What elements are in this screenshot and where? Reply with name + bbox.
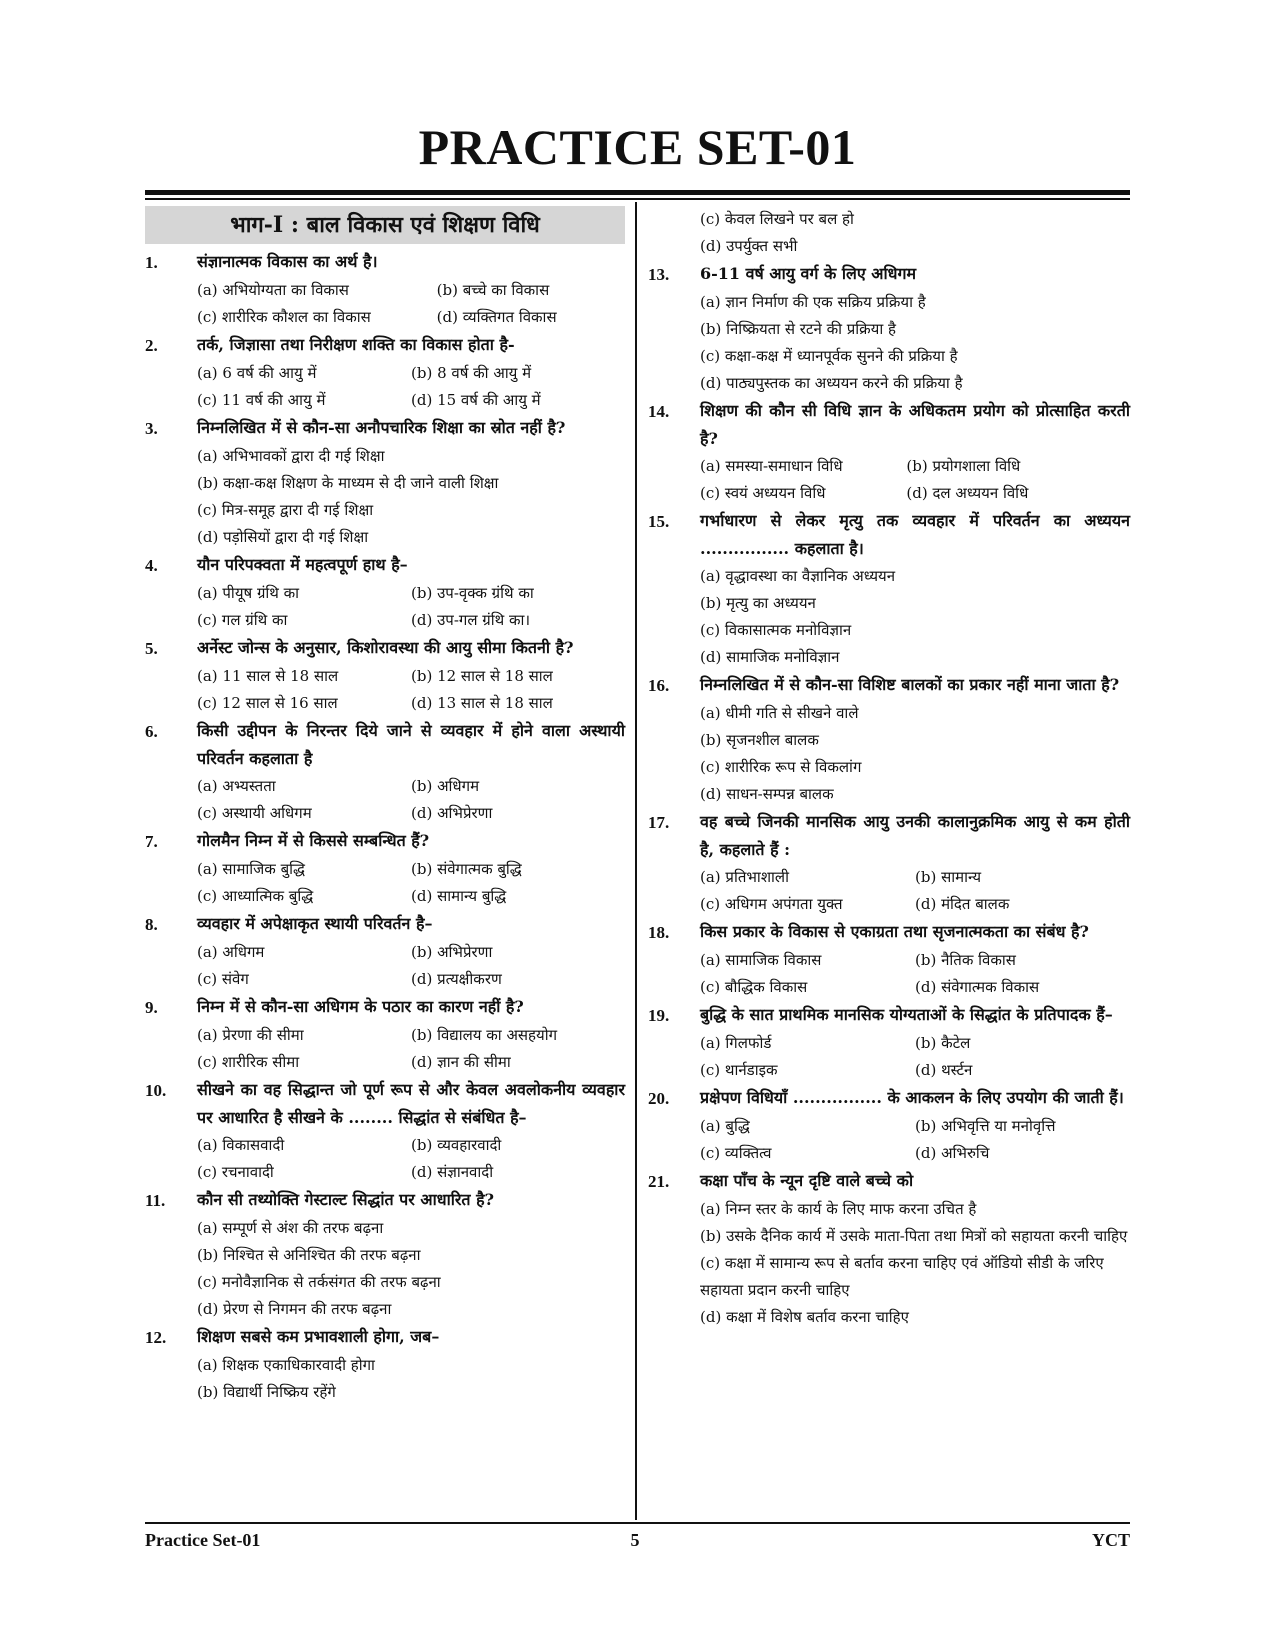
option: (b) प्रयोगशाला विधि	[906, 457, 1021, 475]
option: (d) अभिरुचि	[915, 1144, 990, 1162]
option: (b) सामान्य	[915, 868, 982, 886]
option: (d) प्रेरण से निगमन की तरफ बढ़ना	[197, 1300, 392, 1318]
question-text: निम्न में से कौन-सा अधिगम के पठार का कारण नहीं है?	[197, 997, 524, 1016]
option: (a) धीमी गति से सीखने वाले	[700, 704, 859, 722]
option: (b) उसके दैनिक कार्य में उसके माता-पिता तथा मित्रों को सहायता करनी चाहिए	[700, 1227, 1128, 1245]
right-column	[648, 206, 1130, 1331]
question-text: गोलमैन निम्न में से किससे सम्बन्धित हैं?	[197, 831, 430, 850]
option: (d) संज्ञानवादी	[411, 1163, 494, 1181]
option: (b) बच्चे का विकास	[436, 281, 550, 299]
question-11	[145, 1186, 625, 1323]
option: (d) दल अध्ययन विधि	[906, 484, 1029, 502]
option: (a) अभ्यस्तता	[197, 777, 276, 795]
question-number: 21.	[648, 1172, 670, 1191]
question-17	[648, 808, 1130, 918]
option: (a) शिक्षक एकाधिकारवादी होगा	[197, 1356, 375, 1374]
question-text: संज्ञानात्मक विकास का अर्थ है।	[197, 252, 378, 271]
page-title: PRACTICE SET-01	[418, 119, 857, 175]
question-text: शिक्षण सबसे कम प्रभावशाली होगा, जब–	[197, 1327, 440, 1346]
question-number: 7.	[145, 832, 158, 851]
option: (a) सामाजिक विकास	[700, 951, 822, 969]
page-number: 5	[630, 1530, 640, 1550]
question-4	[145, 551, 625, 634]
option: (a) सम्पूर्ण से अंश की तरफ बढ़ना	[197, 1219, 384, 1237]
question-text: तर्क, जिज्ञासा तथा निरीक्षण शक्ति का विकास होता है-	[197, 335, 515, 354]
question-number: 11.	[145, 1191, 166, 1210]
left-column	[145, 206, 625, 1406]
option: (b) कैटेल	[915, 1034, 971, 1052]
question-number: 8.	[145, 915, 158, 934]
option: (c) संवेग	[197, 970, 249, 988]
option: (b) विद्यार्थी निष्क्रिय रहेंगे	[197, 1383, 336, 1401]
question-text: प्रक्षेपण विधियाँ ................ के आकलन के लिए उपयोग की जाती हैं।	[700, 1088, 1124, 1107]
option: (a) प्रतिभाशाली	[700, 868, 789, 886]
question-number: 2.	[145, 336, 158, 355]
option: (c) केवल लिखने पर बल हो	[700, 210, 854, 228]
question-19	[648, 1001, 1130, 1084]
option: (c) मित्र-समूह द्वारा दी गई शिक्षा	[197, 501, 374, 519]
question-12	[145, 1323, 625, 1406]
option: (a) समस्या-समाधान विधि	[700, 457, 843, 475]
question-number: 5.	[145, 639, 158, 658]
question-21	[648, 1167, 1130, 1331]
question-number: 1.	[145, 253, 158, 272]
publisher-name: YCT	[1091, 1530, 1130, 1550]
option: (c) बौद्धिक विकास	[700, 978, 808, 996]
section-header: भाग-I : बाल विकास एवं शिक्षण विधि	[145, 206, 625, 244]
option: (c) अधिगम अपंगता युक्त	[700, 895, 843, 913]
option: (a) बुद्धि	[700, 1117, 750, 1135]
question-20	[648, 1084, 1130, 1167]
option: (d) सामाजिक मनोविज्ञान	[700, 648, 840, 666]
option: (c) अस्थायी अधिगम	[197, 804, 312, 822]
option: (b) सृजनशील बालक	[700, 731, 819, 749]
question-5	[145, 634, 625, 717]
question-number: 20.	[648, 1089, 670, 1108]
header-rule	[145, 190, 1130, 195]
question-number: 9.	[145, 998, 158, 1017]
question-text: निम्नलिखित में से कौन-सा विशिष्ट बालकों का प्रकार नहीं माना जाता है?	[700, 675, 1120, 694]
question-16	[648, 671, 1130, 808]
option: (a) ज्ञान निर्माण की एक सक्रिय प्रक्रिया है	[700, 293, 926, 311]
option: (a) अभियोग्यता का विकास	[197, 281, 349, 299]
option: (a) पीयूष ग्रंथि का	[197, 584, 300, 602]
option: (b) संवेगात्मक बुद्धि	[411, 860, 522, 878]
option: (c) व्यक्तित्व	[700, 1144, 772, 1162]
option: (b) कक्षा-कक्ष शिक्षण के माध्यम से दी जाने वाली शिक्षा	[197, 474, 499, 492]
option: (b) 12 साल से 18 साल	[411, 667, 553, 685]
option: (d) 13 साल से 18 साल	[411, 694, 553, 712]
footer-rule	[145, 1522, 1130, 1524]
option: (c) थार्नडाइक	[700, 1061, 778, 1079]
question-number: 14.	[648, 402, 670, 421]
option: (d) व्यक्तिगत विकास	[436, 308, 557, 326]
question-14	[648, 397, 1130, 507]
option: (b) अधिगम	[411, 777, 480, 795]
option: (c) शारीरिक रूप से विकलांग	[700, 758, 862, 776]
option: (a) 11 साल से 18 साल	[197, 667, 339, 685]
question-13	[648, 260, 1130, 397]
option: (c) शारीरिक कौशल का विकास	[197, 308, 371, 326]
option: (b) अभिवृत्ति या मनोवृत्ति	[915, 1117, 1056, 1135]
question-number: 17.	[648, 813, 670, 832]
option: (b) 8 वर्ष की आयु में	[411, 364, 532, 382]
option: (a) सामाजिक बुद्धि	[197, 860, 306, 878]
option: (a) वृद्धावस्था का वैज्ञानिक अध्ययन	[700, 567, 896, 585]
option: (b) अभिप्रेरणा	[411, 943, 493, 961]
option: (c) कक्षा में सामान्य रूप से बर्ताव करना चाहिए एवं ऑडियो सीडी के जरिए सहायता प्रदान करनी चाहिए	[700, 1254, 1104, 1299]
option: (c) 11 वर्ष की आयु में	[197, 391, 326, 409]
option: (a) अभिभावकों द्वारा दी गई शिक्षा	[197, 447, 385, 465]
option: (b) मृत्यु का अध्ययन	[700, 594, 816, 612]
option: (b) उप-वृक्क ग्रंथि का	[411, 584, 534, 602]
question-number: 18.	[648, 923, 670, 942]
question-text: किस प्रकार के विकास से एकाग्रता तथा सृजनात्मकता का संबंध है?	[700, 922, 1089, 941]
header-rule-thin	[145, 198, 1130, 200]
option: (d) उपर्युक्त सभी	[700, 237, 798, 255]
option: (d) अभिप्रेरणा	[411, 804, 493, 822]
question-text: व्यवहार में अपेक्षाकृत स्थायी परिवर्तन है–	[197, 914, 433, 933]
question-9	[145, 993, 625, 1076]
option: (c) मनोवैज्ञानिक से तर्कसंगत की तरफ बढ़ना	[197, 1273, 441, 1291]
question-number: 16.	[648, 676, 670, 695]
question-8	[145, 910, 625, 993]
option: (d) कक्षा में विशेष बर्ताव करना चाहिए	[700, 1308, 909, 1326]
option: (b) विद्यालय का असहयोग	[411, 1026, 558, 1044]
question-text: किसी उद्दीपन के निरन्तर दिये जाने से व्यवहार में होने वाला अस्थायी परिवर्तन कहलाता है	[197, 721, 625, 768]
question-text: वह बच्चे जिनकी मानसिक आयु उनकी कालानुक्रमिक आयु से कम होती है, कहलाते हैं :	[700, 812, 1130, 859]
question-text: अर्नेस्ट जोन्स के अनुसार, किशोरावस्था की आयु सीमा कितनी है?	[197, 638, 574, 657]
option: (c) कक्षा-कक्ष में ध्यानपूर्वक सुनने की प्रक्रिया है	[700, 347, 958, 365]
question-number: 3.	[145, 419, 158, 438]
option: (c) गल ग्रंथि का	[197, 611, 288, 629]
option: (c) आध्यात्मिक बुद्धि	[197, 887, 314, 905]
question-text: निम्नलिखित में से कौन-सा अनौपचारिक शिक्षा का स्रोत नहीं है?	[197, 418, 566, 437]
question-number: 12.	[145, 1328, 167, 1347]
question-18	[648, 918, 1130, 1001]
question-text: कक्षा पाँच के न्यून दृष्टि वाले बच्चे को	[700, 1171, 914, 1190]
option: (d) प्रत्यक्षीकरण	[411, 970, 502, 988]
option: (d) 15 वर्ष की आयु में	[411, 391, 541, 409]
question-10	[145, 1076, 625, 1186]
option: (c) शारीरिक सीमा	[197, 1053, 300, 1071]
option: (c) रचनावादी	[197, 1163, 274, 1181]
question-text: यौन परिपक्वता में महत्वपूर्ण हाथ है–	[197, 555, 408, 574]
question-2	[145, 331, 625, 414]
option: (d) पड़ोसियों द्वारा दी गई शिक्षा	[197, 528, 369, 546]
option: (a) निम्न स्तर के कार्य के लिए माफ करना उचित है	[700, 1200, 977, 1218]
question-text: शिक्षण की कौन सी विधि ज्ञान के अधिकतम प्रयोग को प्रोत्साहित करती है?	[700, 401, 1130, 448]
option: (b) नैतिक विकास	[915, 951, 1016, 969]
question-text: कौन सी तथ्योक्ति गेस्टाल्ट सिद्धांत पर आधारित है?	[197, 1190, 494, 1209]
option: (b) व्यवहारवादी	[411, 1136, 502, 1154]
option: (c) विकासात्मक मनोविज्ञान	[700, 621, 852, 639]
option: (d) मंदित बालक	[915, 895, 1010, 913]
question-text: बुद्धि के सात प्राथमिक मानसिक योग्यताओं के सिद्धांत के प्रतिपादक हैं–	[700, 1005, 1113, 1024]
question-number: 6.	[145, 722, 158, 741]
option: (d) सामान्य बुद्धि	[411, 887, 507, 905]
column-divider	[635, 202, 637, 1520]
option: (d) ज्ञान की सीमा	[411, 1053, 511, 1071]
option: (d) संवेगात्मक विकास	[915, 978, 1040, 996]
option: (a) अधिगम	[197, 943, 265, 961]
question-7	[145, 827, 625, 910]
question-number: 13.	[648, 265, 670, 284]
option: (d) थर्स्टन	[915, 1061, 973, 1079]
option: (a) 6 वर्ष की आयु में	[197, 364, 317, 382]
option: (d) पाठ्यपुस्तक का अध्ययन करने की प्रक्रिया है	[700, 374, 963, 392]
question-number: 15.	[648, 512, 670, 531]
question-3	[145, 414, 625, 551]
option: (b) निष्क्रियता से रटने की प्रक्रिया है	[700, 320, 897, 338]
option: (c) 12 साल से 16 साल	[197, 694, 338, 712]
question-text: 6-11 वर्ष आयु वर्ग के लिए अधिगम	[700, 264, 917, 283]
option: (d) साधन-सम्पन्न बालक	[700, 785, 834, 803]
question-text: सीखने का वह सिद्धान्त जो पूर्ण रूप से और केवल अवलोकनीय व्यवहार पर आधारित है सीखने के ........ सिद्धांत से संबंधित है–	[197, 1080, 625, 1127]
option: (a) विकासवादी	[197, 1136, 285, 1154]
question-15	[648, 507, 1130, 671]
footer-set-name: Practice Set-01	[145, 1530, 261, 1550]
question-6	[145, 717, 625, 827]
question-number: 10.	[145, 1081, 167, 1100]
question-text: गर्भाधारण से लेकर मृत्यु तक व्यवहार में परिवर्तन का अध्ययन ................ कहलाता है।	[700, 511, 1130, 558]
option: (a) गिलफोर्ड	[700, 1034, 772, 1052]
option: (a) प्रेरणा की सीमा	[197, 1026, 304, 1044]
option: (c) स्वयं अध्ययन विधि	[700, 484, 826, 502]
option: (b) निश्चित से अनिश्चित की तरफ बढ़ना	[197, 1246, 421, 1264]
option: (d) उप-गल ग्रंथि का।	[411, 611, 531, 629]
question-number: 19.	[648, 1006, 670, 1025]
question-1	[145, 248, 625, 331]
question-number: 4.	[145, 556, 158, 575]
